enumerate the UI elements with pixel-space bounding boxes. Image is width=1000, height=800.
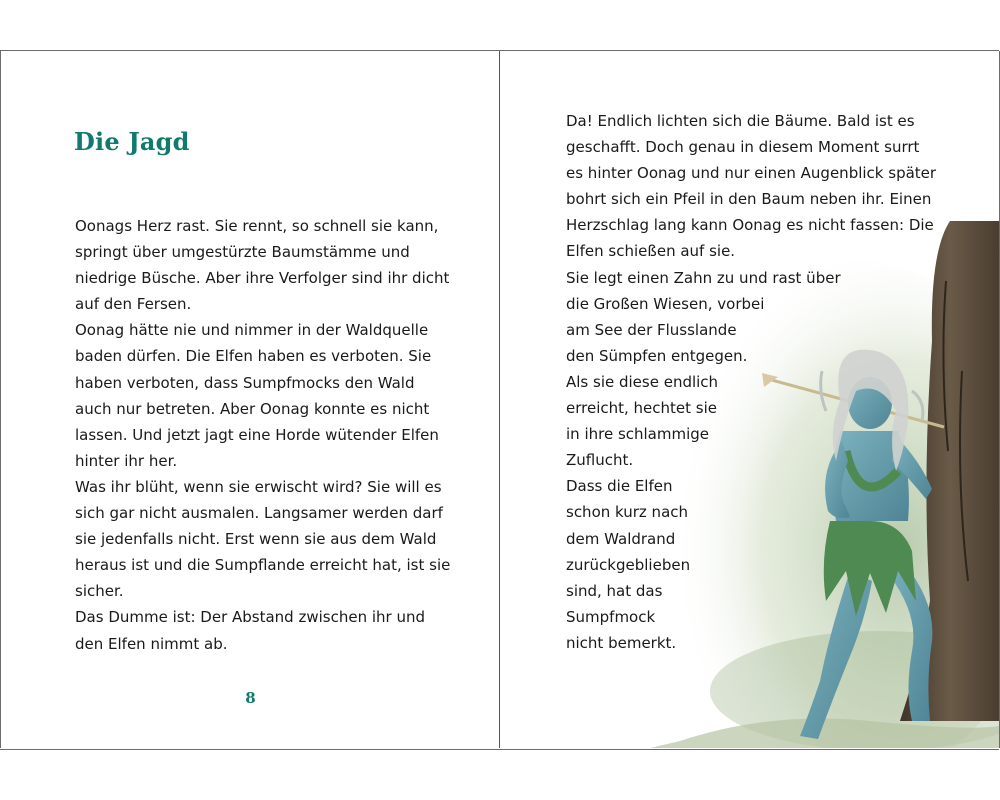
text-line: den Sümpfen entgegen.: [566, 346, 748, 365]
right-body-text: [566, 108, 946, 656]
text-line: Als sie diese endlich: [566, 372, 719, 391]
text-line: nicht bemerkt.: [566, 633, 677, 652]
text-line: am See der Flusslande: [566, 320, 737, 339]
paragraph: Das Dumme ist: Der Abstand zwischen ihr und den Elfen nimmt ab.: [75, 608, 425, 653]
text-line: es hinter Oonag und nur einen Augenblick später: [566, 164, 937, 183]
text-line: zurückgeblieben: [566, 555, 691, 574]
text-line: schon kurz nach: [566, 503, 689, 522]
text-line: Herzschlag lang kann Oonag es nicht fassen: Die: [566, 216, 934, 235]
text-line: geschafft. Doch genau in diesem Moment surrt: [566, 138, 920, 157]
paragraph: Oonags Herz rast. Sie rennt, so schnell sie kann, springt über umgestürzte Baumstämme und niedrige Büsche. Aber ihre Verfolger sind ihr dicht auf den Fersen.: [75, 217, 450, 314]
text-line: Sie legt einen Zahn zu und rast über: [566, 268, 841, 287]
text-line: Sumpfmock: [566, 607, 656, 626]
paragraph: Was ihr blüht, wenn sie erwischt wird? Sie will es sich gar nicht ausmalen. Langsamer werden darf sie jedenfalls nicht. Erst wenn sie aus dem Wald heraus ist und die Sumpflande erreicht hat, ist sie sicher.: [75, 477, 451, 601]
text-line: bohrt sich ein Pfeil in den Baum neben ihr. Einen: [566, 190, 932, 209]
chapter-title: Die Jagd: [74, 127, 190, 156]
text-line: Zuflucht.: [566, 451, 634, 470]
text-line: Dass die Elfen: [566, 477, 673, 496]
paragraph: Oonag hätte nie und nimmer in der Waldquelle baden dürfen. Die Elfen haben es verboten. Sie haben verboten, dass Sumpfmocks den Wald auch nur betreten. Aber Oonag konnte es nicht lassen. Und jetzt jagt eine Horde wütender Elfen hinter ihr her.: [75, 321, 439, 470]
right-page: [500, 51, 1000, 748]
page-number: 8: [245, 689, 256, 707]
left-page: [0, 51, 500, 748]
text-line: in ihre schlammige: [566, 425, 710, 444]
text-line: sind, hat das: [566, 581, 663, 600]
text-line: Da! Endlich lichten sich die Bäume. Bald ist es: [566, 112, 915, 130]
text-line: erreicht, hechtet sie: [566, 399, 717, 418]
left-body-text: [75, 213, 455, 657]
text-line: Elfen schießen auf sie.: [566, 242, 736, 261]
text-line: die Großen Wiesen, vorbei: [566, 294, 765, 313]
text-line: dem Waldrand: [566, 529, 676, 548]
